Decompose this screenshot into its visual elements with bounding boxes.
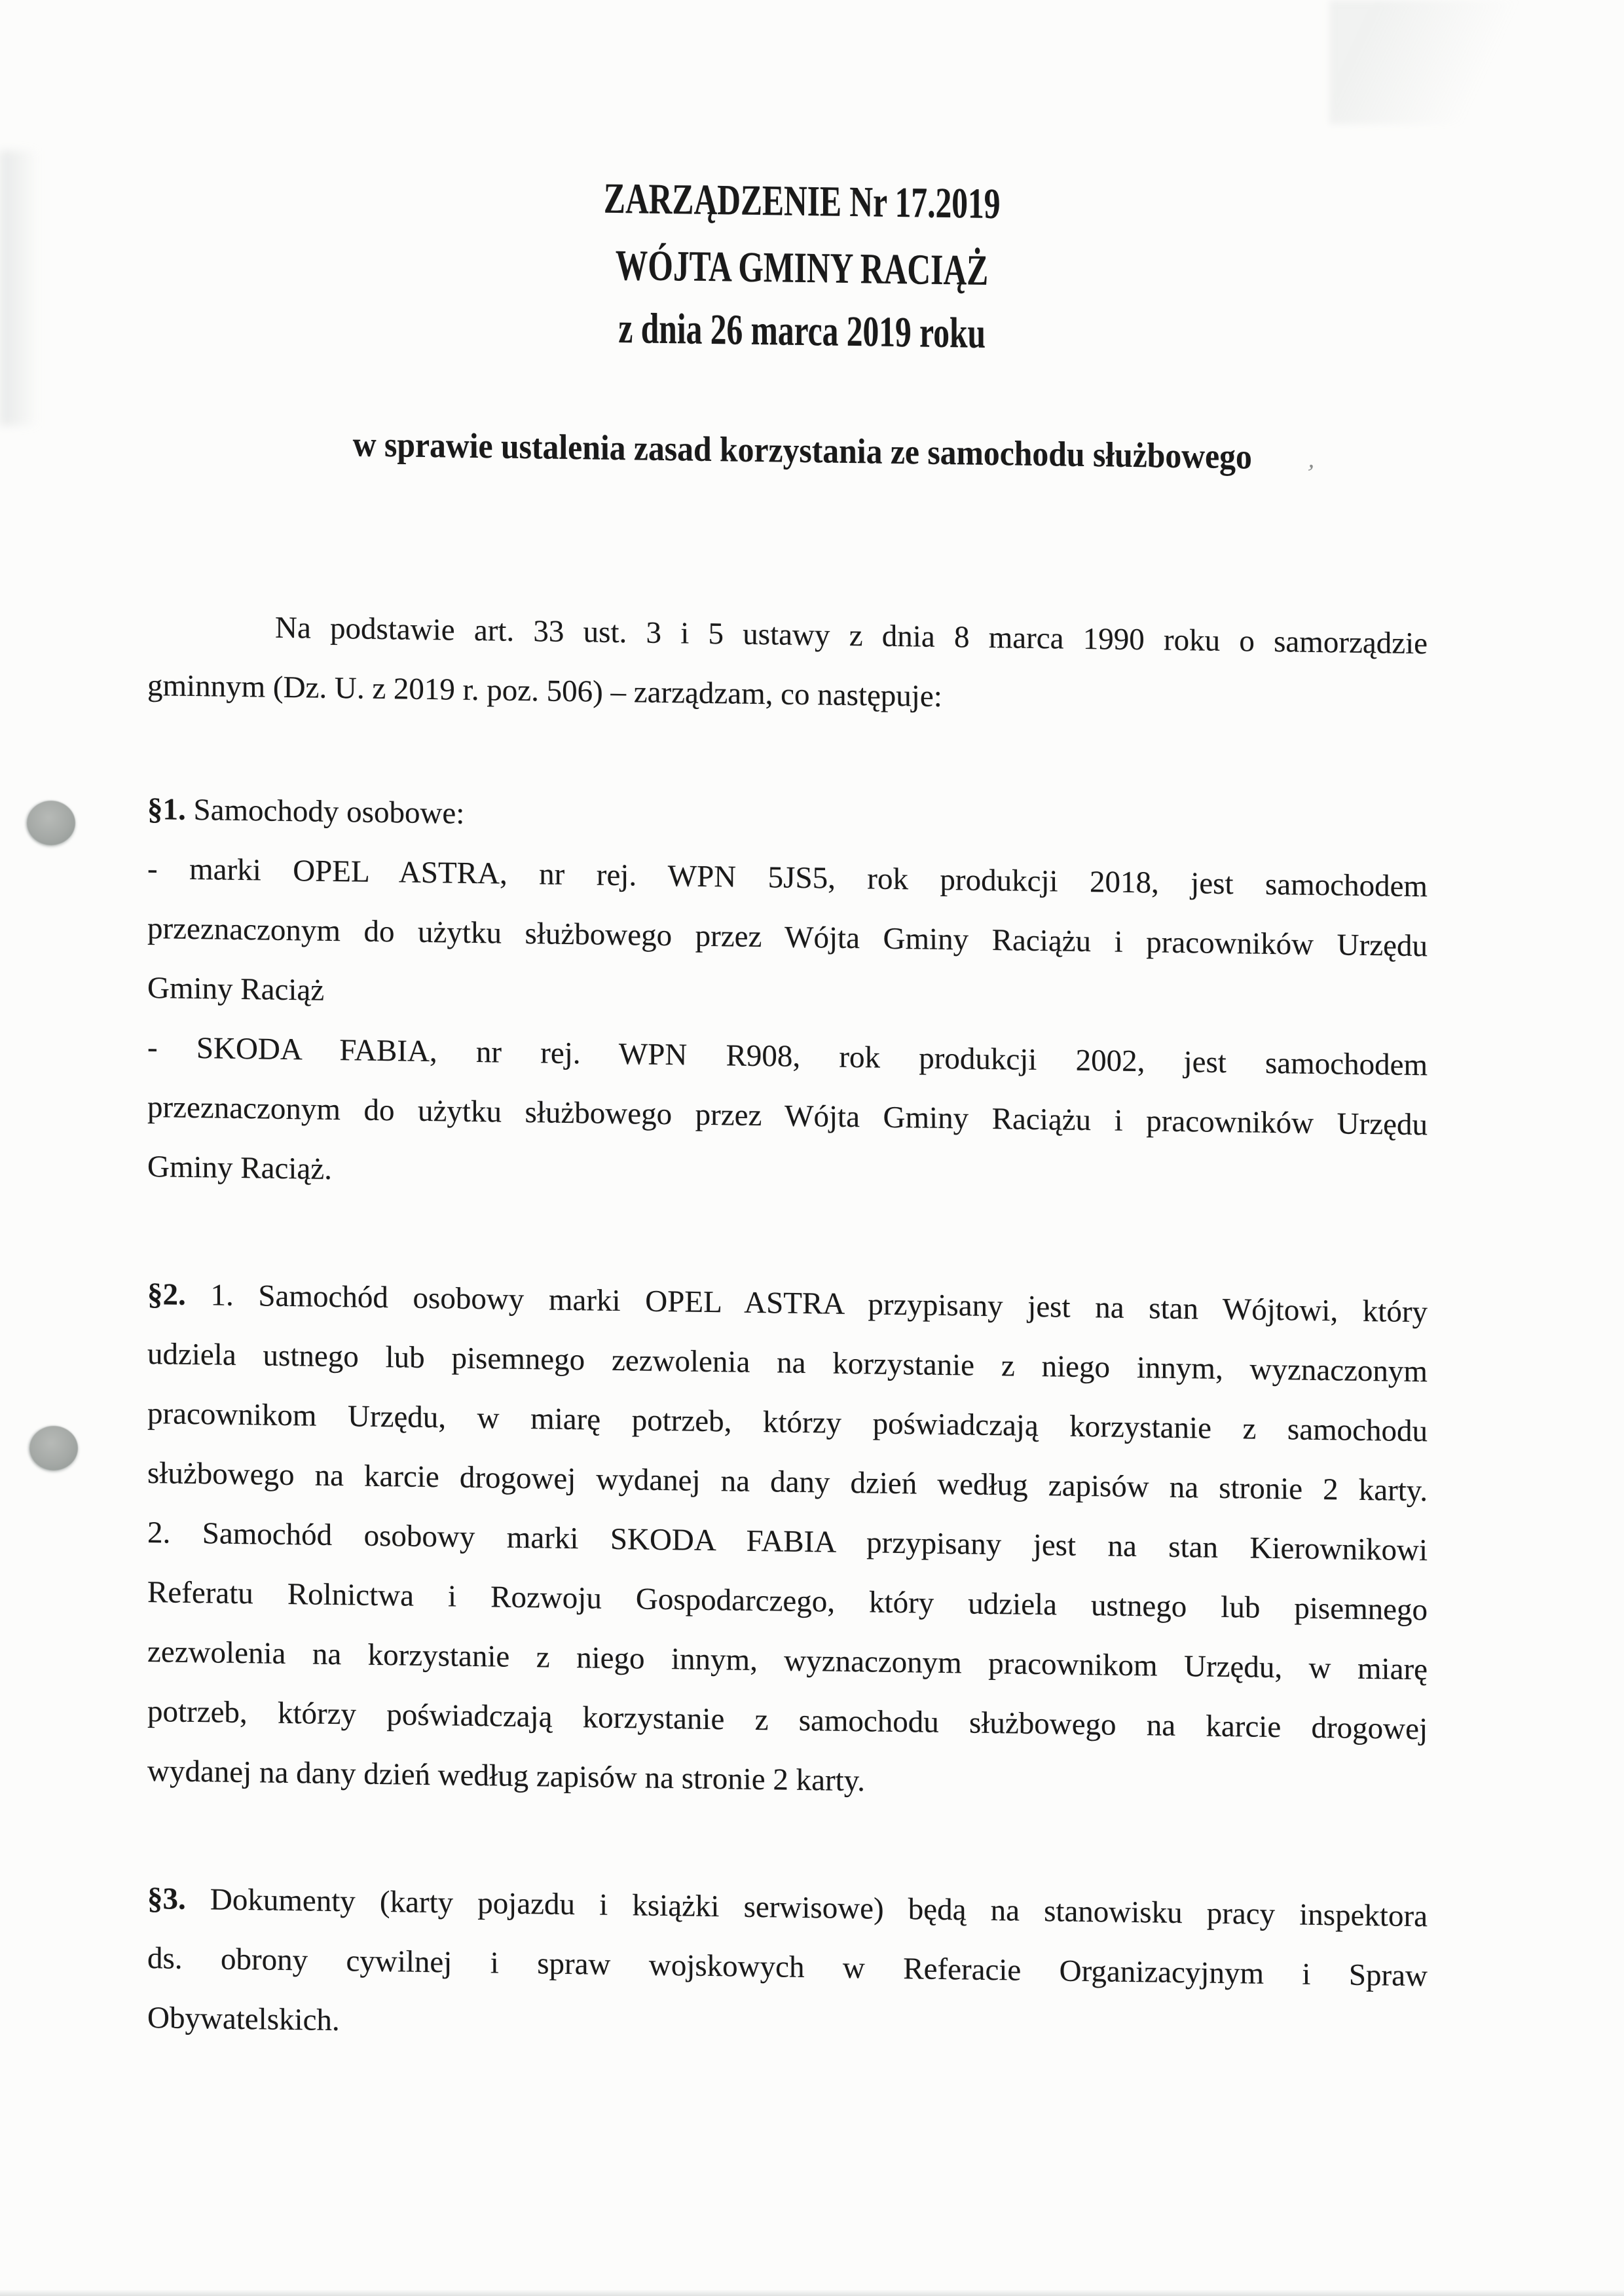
issuing-authority-title (0, 234, 1614, 304)
line-text: Referatu Rolnictwa i Rozwoju Gospodarczego, który udziela ustnego lub pisemnego (147, 1575, 1428, 1628)
line-text: wydanej na dany dzień według zapisów na stronie 2 karty. (147, 1754, 865, 1798)
document-line (147, 1997, 1428, 2056)
section-symbol: §2. (147, 1277, 186, 1312)
line-text: pracownikom Urzędu, w miarę potrzeb, którzy poświadczają korzystanie z samochodu (147, 1396, 1428, 1449)
section-symbol: §3. (147, 1882, 186, 1916)
line-text: Gminy Raciąż. (147, 1150, 332, 1186)
line-text: Gminy Raciąż (147, 971, 325, 1008)
line-text: Dokumenty (karty pojazdu i książki serwisowe) będą na stanowisku pracy inspektora (185, 1882, 1428, 1934)
document-line (147, 665, 1428, 723)
document-line (147, 1087, 1428, 1145)
issuing-authority-title-text: WÓJTA GMINY RACIĄŻ (616, 241, 989, 295)
ordinance-subject-text: w sprawie ustalenia zasad korzystania ze samochodu służbowego (352, 424, 1252, 477)
document-line (147, 968, 1428, 1026)
ordinance-date-title (0, 297, 1614, 367)
scan-speck: , (1306, 445, 1319, 474)
line-text: udziela ustnego lub pisemnego zezwolenia na korzystanie z niego innym, wyznaczonym (147, 1337, 1428, 1389)
document-line (147, 1334, 1428, 1392)
line-text: potrzeb, którzy poświadczają korzystanie z samochodu służbowego na karcie drogowej (147, 1694, 1428, 1747)
ordinance-subject (0, 420, 1614, 482)
document-line (147, 1751, 1428, 1809)
document-line (147, 1027, 1428, 1085)
line-text: Na podstawie art. 33 ust. 3 i 5 ustawy z dnia 8 marca 1990 roku o samorządzie (275, 610, 1428, 661)
document-line (147, 908, 1428, 966)
document-line (147, 1453, 1428, 1511)
document-line (147, 1274, 1428, 1332)
line-text: - marki OPEL ASTRA, nr rej. WPN 5JS5, rok produkcji 2018, jest samochodem (147, 852, 1428, 904)
line-text: - SKODA FABIA, nr rej. WPN R908, rok produkcji 2002, jest samochodem (147, 1030, 1428, 1083)
document-line (147, 1146, 1428, 1205)
document-line (147, 1631, 1428, 1690)
line-text: przeznaczonym do użytku służbowego przez Wójta Gminy Raciążu i pracowników Urzędu (147, 911, 1428, 964)
document-line (147, 1878, 1428, 1937)
line-text: przeznaczonym do użytku służbowego przez Wójta Gminy Raciążu i pracowników Urzędu (147, 1090, 1428, 1142)
line-text: służbowego na karcie drogowej wydanej na dany dzień według zapisów na stronie 2 karty. (147, 1456, 1428, 1508)
document-line (147, 606, 1428, 664)
document-line (147, 789, 1428, 847)
line-text: gminnym (Dz. U. z 2019 r. poz. 506) – zarządzam, co następuje: (147, 668, 942, 714)
document-line (147, 1393, 1428, 1451)
line-text: 2. Samochód osobowy marki SKODA FABIA przypisany jest na stan Kierownikowi (147, 1516, 1428, 1568)
line-text: zezwolenia na korzystanie z niego innym, wyznaczonym pracownikom Urzędu, w miarę (147, 1635, 1428, 1687)
ordinance-number-title (0, 167, 1614, 237)
line-text: ds. obrony cywilnej i spraw wojskowych w Referacie Organizacyjnym i Spraw (147, 1941, 1428, 1994)
line-text: 1. Samochód osobowy marki OPEL ASTRA przypisany jest na stan Wójtowi, który (185, 1277, 1428, 1330)
document-line (147, 1512, 1428, 1571)
document-line (147, 848, 1428, 907)
line-text: Obywatelskich. (147, 2001, 340, 2038)
ordinance-number-title-text: ZARZĄDZENIE Nr 17.2019 (604, 174, 1001, 228)
ordinance-date-title-text: z dnia 26 marca 2019 roku (618, 304, 986, 357)
line-text: Samochody osobowe: (185, 792, 465, 831)
document-line (147, 1691, 1428, 1749)
section-symbol: §1. (147, 792, 186, 827)
document-line (147, 1572, 1428, 1630)
document-line (147, 1938, 1428, 1996)
